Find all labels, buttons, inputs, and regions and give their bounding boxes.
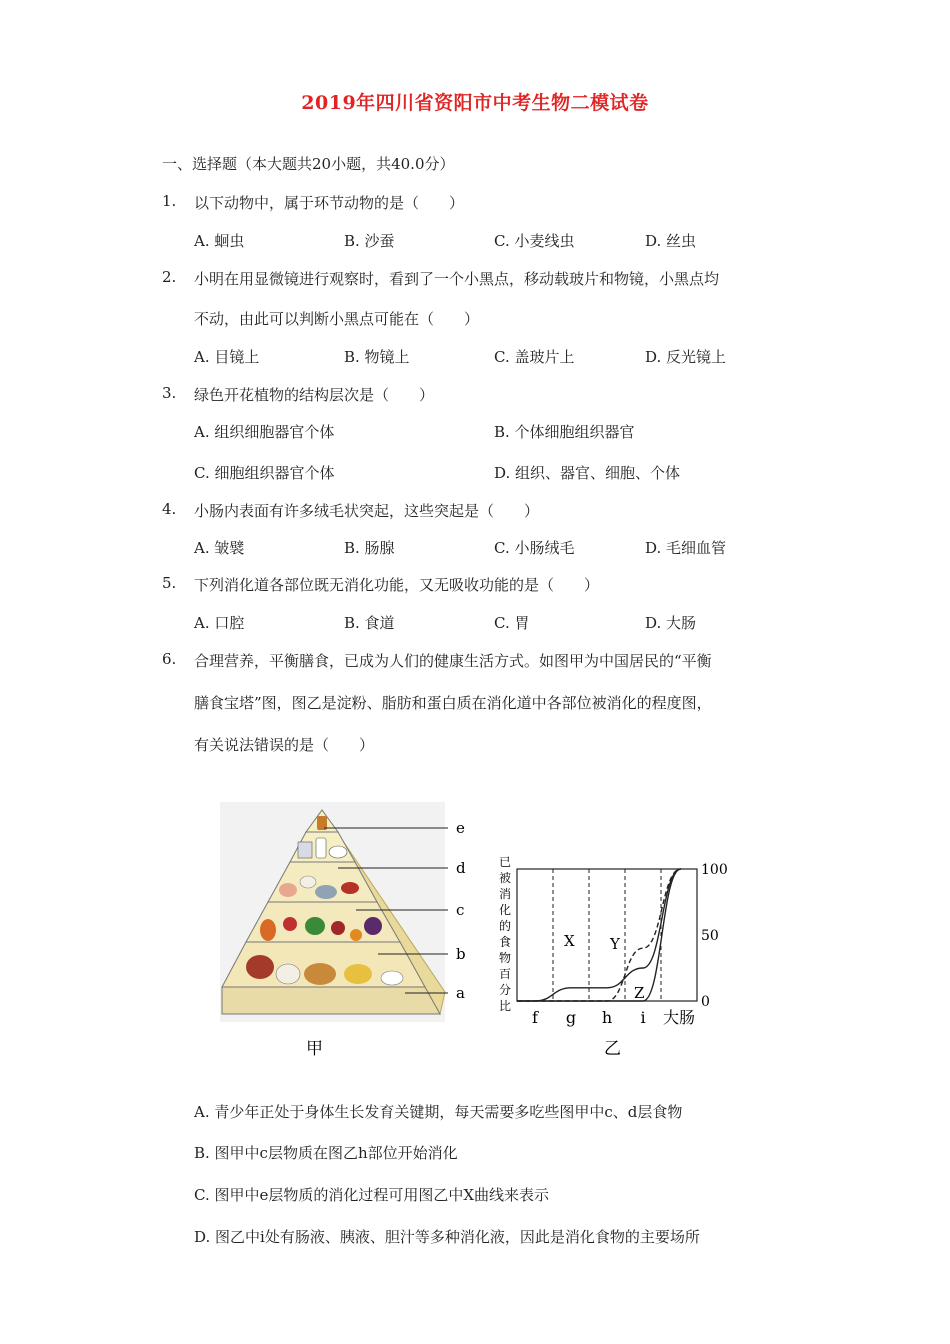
- q3-option-b: B. 个体细胞组织器官: [494, 423, 635, 441]
- chart-ylabel-char: 的: [499, 919, 512, 933]
- question-4-number: 4.: [162, 500, 177, 518]
- grapes-icon: [364, 917, 382, 935]
- chart-curves: [517, 869, 681, 1001]
- q6-option-c: C. 图甲中e层物质的消化过程可用图乙中X曲线来表示: [194, 1186, 550, 1204]
- q5-option-a: A. 口腔: [194, 614, 245, 632]
- vegetable-icon: [305, 917, 325, 935]
- chart-ylabel-char: 食: [499, 935, 512, 949]
- pyramid-label-b: b: [456, 945, 466, 963]
- bowl-icon: [329, 846, 347, 858]
- bread-icon: [304, 963, 336, 985]
- q4-option-a: A. 皱襞: [194, 539, 245, 557]
- curve-label-z: Z: [634, 984, 645, 1002]
- pyramid-caption: 甲: [306, 1039, 323, 1059]
- chart-ylabel-char: 被: [499, 871, 512, 885]
- pyramid-label-c: c: [456, 901, 465, 919]
- x-tick-label: f: [532, 1008, 538, 1027]
- food-pyramid: [220, 802, 466, 1059]
- q3-option-a: A. 组织细胞器官个体: [194, 423, 335, 441]
- question-2-number: 2.: [162, 268, 177, 286]
- q4-option-d: D. 毛细血管: [645, 539, 727, 557]
- curve-label-x: X: [564, 932, 575, 950]
- rice-bowl-icon: [381, 971, 403, 985]
- curve-y: [517, 869, 681, 1001]
- question-5-text: 下列消化道各部位既无消化功能，又无吸收功能的是（ ）: [194, 576, 600, 594]
- x-tick-label: i: [640, 1008, 646, 1027]
- question-3-text: 绿色开花植物的结构层次是（ ）: [194, 386, 435, 404]
- curve-label-y: Y: [610, 935, 620, 953]
- pyramid-label-d: d: [456, 859, 466, 877]
- carrot-icon: [260, 919, 276, 941]
- chart-caption: 乙: [604, 1039, 621, 1059]
- question-6-text-line2: 膳食宝塔”图，图乙是淀粉、脂肪和蛋白质在消化道中各部位被消化的程度图，: [194, 694, 712, 712]
- chart-ylabel-char: 分: [499, 983, 512, 997]
- y-tick-label: 0: [701, 994, 710, 1010]
- sausage-icon: [341, 882, 359, 894]
- pyramid-label-e: e: [456, 819, 465, 837]
- q1-option-a: A. 蛔虫: [194, 232, 245, 250]
- question-2-text-line1: 小明在用显微镜进行观察时，看到了一个小黑点，移动载玻片和物镜，小黑点均: [194, 270, 720, 288]
- digestion-chart: [499, 855, 728, 1059]
- egg-icon: [300, 876, 316, 888]
- chart-ylabel-char: 比: [499, 999, 512, 1013]
- q2-option-b: B. 物镜上: [344, 348, 410, 366]
- q4-option-c: C. 小肠绒毛: [494, 539, 575, 557]
- curve-x: [517, 869, 681, 1001]
- q5-option-c: C. 胃: [494, 614, 530, 632]
- milk-bottle-icon: [316, 838, 326, 858]
- q5-option-b: B. 食道: [344, 614, 395, 632]
- corn-icon: [344, 964, 372, 984]
- y-tick-label: 50: [701, 928, 719, 944]
- question-5-number: 5.: [162, 574, 177, 592]
- tomato-icon: [283, 917, 297, 931]
- question-6-number: 6.: [162, 650, 177, 668]
- question-4-text: 小肠内表面有许多绒毛状突起，这些突起是（ ）: [194, 502, 540, 520]
- chart-ylabel-char: 已: [499, 855, 512, 869]
- steamed-bun-icon: [276, 964, 300, 984]
- q6-option-a: A. 青少年正处于身体生长发育关键期，每天需要多吃些图甲中c、d层食物: [194, 1103, 683, 1121]
- curve-z: [517, 869, 681, 1001]
- q4-option-b: B. 肠腺: [344, 539, 395, 557]
- chart-ylabel-char: 化: [499, 903, 512, 917]
- pyramid-label-a: a: [456, 984, 465, 1002]
- section-heading: 一、选择题（本大题共20小题，共40.0分）: [162, 155, 455, 173]
- question-6-figure: [220, 802, 740, 1062]
- sweet-potato-icon: [246, 955, 274, 979]
- question-1-number: 1.: [162, 192, 177, 210]
- q2-option-a: A. 目镜上: [194, 348, 260, 366]
- y-tick-label: 100: [701, 862, 728, 878]
- chart-y-ticks: [701, 862, 728, 1010]
- q2-option-d: D. 反光镜上: [645, 348, 727, 366]
- pyramid-base: [222, 987, 440, 1014]
- milk-carton-icon: [298, 842, 312, 858]
- x-tick-label: h: [601, 1008, 613, 1027]
- chart-x-ticks: [532, 1008, 695, 1027]
- question-1-text: 以下动物中，属于环节动物的是（ ）: [194, 194, 465, 212]
- q6-option-b: B. 图甲中c层物质在图乙h部位开始消化: [194, 1144, 458, 1162]
- chart-ylabel-char: 消: [499, 887, 512, 901]
- orange-icon: [350, 929, 362, 941]
- chart-ylabel-char: 物: [499, 951, 512, 965]
- question-6-text-line3: 有关说法错误的是（ ）: [194, 736, 375, 754]
- question-6-text-line1: 合理营养，平衡膳食，已成为人们的健康生活方式。如图甲为中国居民的“平衡: [194, 652, 712, 670]
- q6-option-d: D. 图乙中i处有肠液、胰液、胆汁等多种消化液，因此是消化食物的主要场所: [194, 1228, 700, 1246]
- meat-icon: [279, 883, 297, 897]
- q1-option-d: D. 丝虫: [645, 232, 697, 250]
- q5-option-d: D. 大肠: [645, 614, 697, 632]
- x-tick-label: g: [565, 1008, 577, 1027]
- chart-ylabel-char: 百: [499, 967, 512, 981]
- question-2-text-line2: 不动，由此可以判断小黑点可能在（ ）: [194, 310, 480, 328]
- paper-title: 2019年四川省资阳市中考生物二模试卷: [301, 92, 649, 114]
- apple-icon: [331, 921, 345, 935]
- fish-icon: [315, 885, 337, 899]
- q1-option-b: B. 沙蚕: [344, 232, 395, 250]
- chart-ylabel: [499, 855, 511, 1013]
- q1-option-c: C. 小麦线虫: [494, 232, 575, 250]
- q2-option-c: C. 盖玻片上: [494, 348, 575, 366]
- q3-option-d: D. 组织、器官、细胞、个体: [494, 464, 681, 482]
- q3-option-c: C. 细胞组织器官个体: [194, 464, 335, 482]
- x-tick-label: 大肠: [662, 1008, 696, 1027]
- question-3-number: 3.: [162, 384, 177, 402]
